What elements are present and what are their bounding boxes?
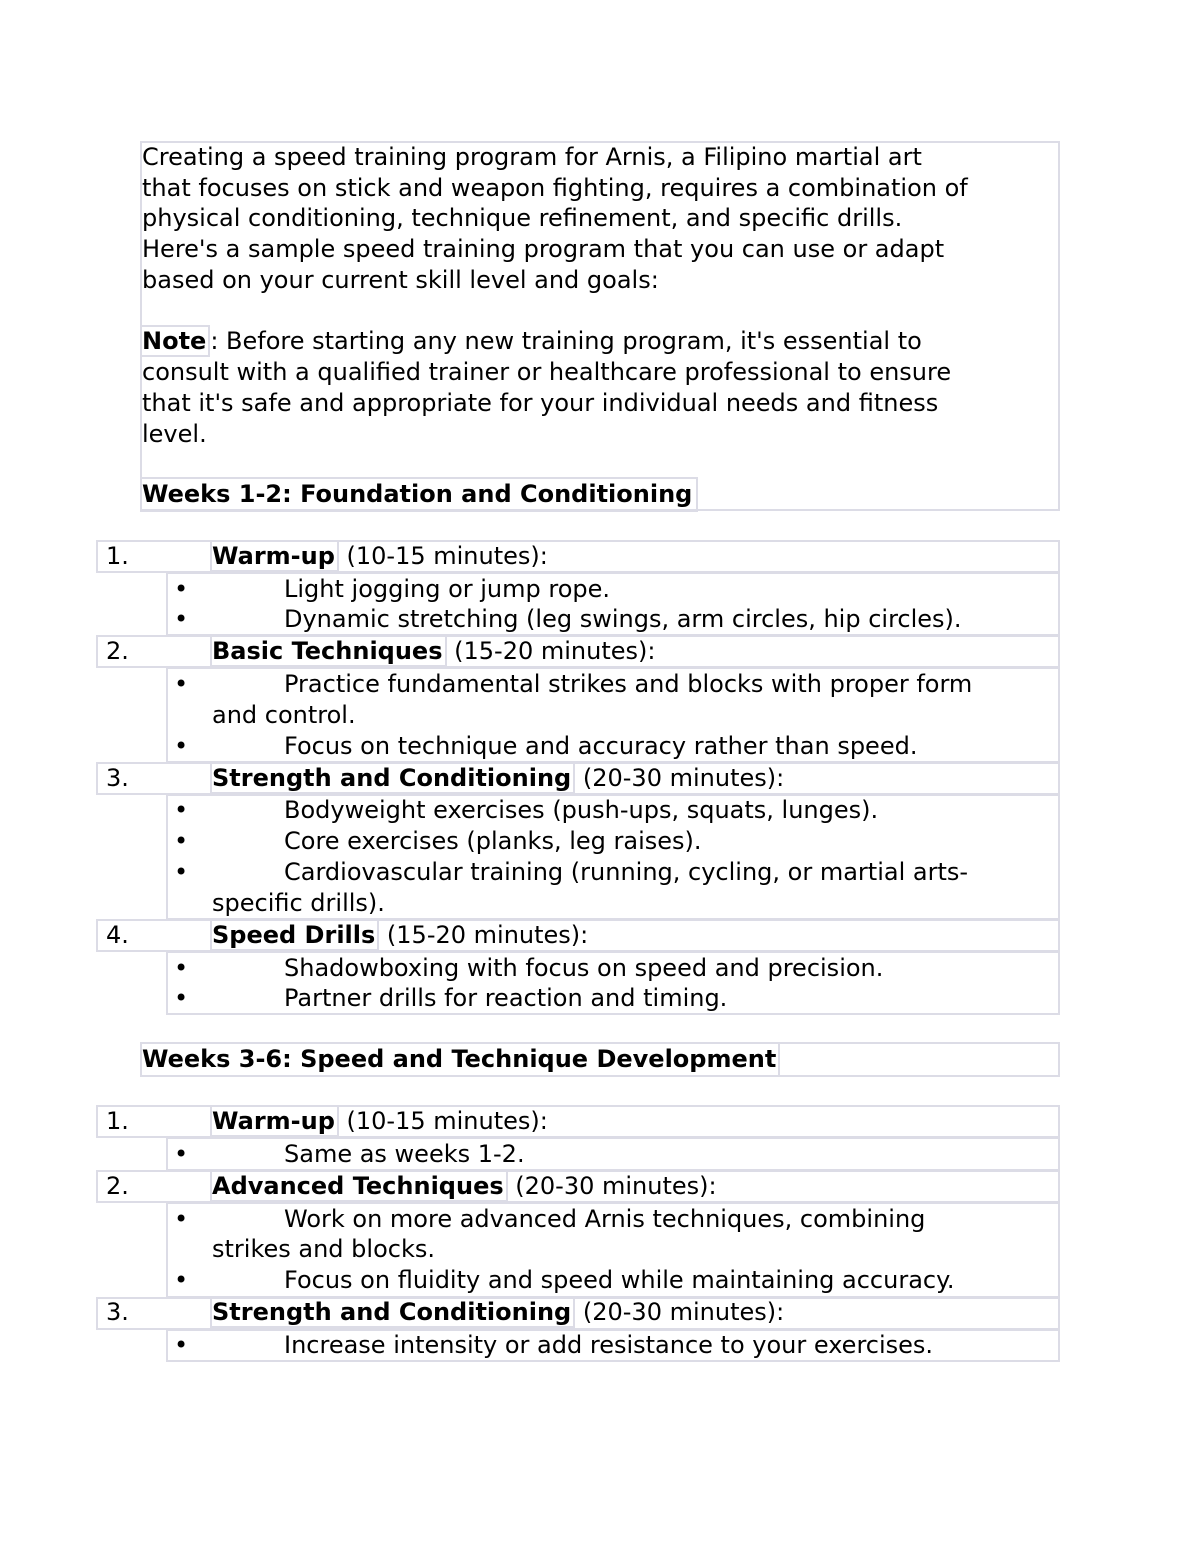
bullet-icon: •	[174, 605, 189, 633]
section2-heading: Weeks 3-6: Speed and Technique Development	[142, 1044, 780, 1075]
note-text: : Before starting any new training program, it's essential to	[210, 327, 922, 355]
note-label: Note	[140, 325, 210, 357]
list-item-title-line	[212, 1171, 717, 1202]
bullet-icon: •	[174, 732, 189, 760]
bullet-text-cont: specific drills).	[212, 889, 385, 917]
bullet-icon: •	[174, 827, 189, 855]
intro-line: physical conditioning, technique refinement, and specific drills.	[142, 204, 903, 232]
bullet-icon: •	[174, 796, 189, 824]
bullet-icon: •	[174, 984, 189, 1012]
list-item-title-line	[212, 1106, 548, 1137]
list-number: 4.	[106, 921, 129, 949]
intro-line: Creating a speed training program for Arnis, a Filipino martial art	[142, 143, 922, 171]
bullet-icon: •	[174, 954, 189, 982]
list-item-title-line	[212, 541, 548, 572]
list-item-title: Warm-up	[210, 1105, 339, 1137]
list-item-title: Strength and Conditioning	[210, 1296, 575, 1328]
list-item-title-line	[212, 1297, 784, 1328]
bullet-text: Practice fundamental strikes and blocks with proper form	[284, 670, 973, 698]
list-item-title: Strength and Conditioning	[210, 762, 575, 794]
bullet-icon: •	[174, 1266, 189, 1294]
note-line	[142, 326, 922, 357]
bullet-icon: •	[174, 670, 189, 698]
bullet-text: Partner drills for reaction and timing.	[284, 984, 728, 1012]
list-item-duration: (10-15 minutes):	[338, 1107, 548, 1135]
list-number: 2.	[106, 637, 129, 665]
intro-line: Here's a sample speed training program that you can use or adapt	[142, 235, 945, 263]
list-item-duration: (10-15 minutes):	[338, 542, 548, 570]
list-item-duration: (20-30 minutes):	[575, 1298, 785, 1326]
list-item-duration: (20-30 minutes):	[507, 1172, 717, 1200]
list-item-duration: (15-20 minutes):	[446, 637, 656, 665]
bullet-text: Shadowboxing with focus on speed and precision.	[284, 954, 884, 982]
list-item-title: Advanced Techniques	[210, 1170, 508, 1202]
bullet-icon: •	[174, 858, 189, 886]
note-line: that it's safe and appropriate for your individual needs and fitness	[142, 389, 939, 417]
bullet-icon: •	[174, 1205, 189, 1233]
note-line: level.	[142, 420, 207, 448]
list-number: 1.	[106, 542, 129, 570]
list-number: 2.	[106, 1172, 129, 1200]
list-item-title-line	[212, 763, 784, 794]
bullet-text: Focus on technique and accuracy rather than speed.	[284, 732, 918, 760]
list-item-title: Basic Techniques	[210, 635, 447, 667]
bullet-text: Work on more advanced Arnis techniques, combining	[284, 1205, 926, 1233]
bullet-text: Dynamic stretching (leg swings, arm circles, hip circles).	[284, 605, 962, 633]
bullet-text: Light jogging or jump rope.	[284, 575, 611, 603]
list-item-duration: (15-20 minutes):	[379, 921, 589, 949]
bullet-text: Increase intensity or add resistance to your exercises.	[284, 1331, 934, 1359]
intro-line: that focuses on stick and weapon fighting, requires a combination of	[142, 174, 968, 202]
list-number: 3.	[106, 1298, 129, 1326]
bullet-text: Core exercises (planks, leg raises).	[284, 827, 702, 855]
bullet-text-cont: strikes and blocks.	[212, 1235, 435, 1263]
bullet-text: Bodyweight exercises (push-ups, squats, lunges).	[284, 796, 879, 824]
bullet-text-cont: and control.	[212, 701, 356, 729]
list-item-title: Warm-up	[210, 540, 339, 572]
note-line: consult with a qualified trainer or healthcare professional to ensure	[142, 358, 952, 386]
section1-heading: Weeks 1-2: Foundation and Conditioning	[142, 479, 698, 510]
bullet-text: Focus on fluidity and speed while maintaining accuracy.	[284, 1266, 955, 1294]
list-item-duration: (20-30 minutes):	[575, 764, 785, 792]
list-item-title-line	[212, 636, 655, 667]
intro-line: based on your current skill level and goals:	[142, 266, 659, 294]
list-item-title: Speed Drills	[210, 919, 379, 951]
list-number: 1.	[106, 1107, 129, 1135]
bullet-icon: •	[174, 1140, 189, 1168]
list-item-title-line	[212, 920, 588, 951]
bullet-text: Cardiovascular training (running, cycling, or martial arts-	[284, 858, 969, 886]
list-number: 3.	[106, 764, 129, 792]
bullet-icon: •	[174, 1331, 189, 1359]
bullet-text: Same as weeks 1-2.	[284, 1140, 525, 1168]
bullet-icon: •	[174, 575, 189, 603]
